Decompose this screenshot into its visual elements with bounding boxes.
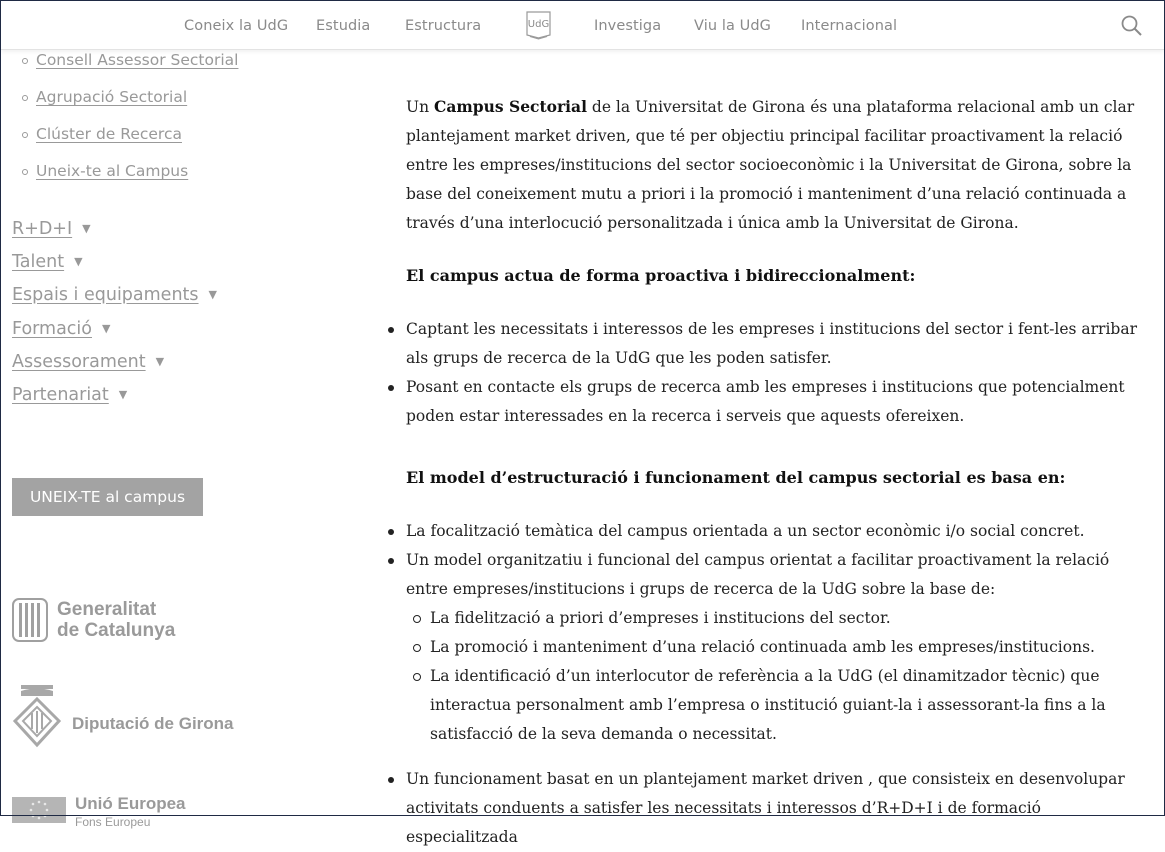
- caret-down-icon: ▼: [74, 255, 83, 268]
- sidebar-subitem-label[interactable]: Consell Assessor Sectorial: [36, 51, 239, 69]
- top-navigation: [1, 1, 1164, 50]
- sidebar-item-assessorament[interactable]: [12, 352, 164, 372]
- intro-post: de la Universitat de Girona és una plataforma relacional amb un clar plantejament market driven, que té per objectiu principal facilitar proactivament la relació entre les empreses/institucions del sector socioeconòmic i la Universitat de Girona, sobre la base del coneixement mutu a priori i la promoció i manteniment d’una relació continuada a través d’una interlocució personalitzada i única amb la Universitat de Girona.: [406, 98, 1135, 232]
- caret-down-icon: ▼: [102, 322, 111, 335]
- sidebar-subitem-label[interactable]: Agrupació Sectorial: [36, 88, 188, 106]
- heading-campus-actua: El campus actua de forma proactiva i bidireccionalment:: [406, 266, 916, 285]
- list-proactive: [406, 315, 1146, 431]
- intro-paragraph: [406, 92, 1146, 238]
- ue-line1: Unió Europea: [75, 794, 186, 813]
- sidebar-item-talent[interactable]: [12, 252, 83, 272]
- diputacio-text: Diputació de Girona: [72, 714, 234, 733]
- list-item: La focalització temàtica del campus orientada a un sector econòmic i/o social concret.: [406, 517, 1146, 546]
- sidebar-item-label: Partenariat: [12, 385, 109, 405]
- sidebar-item-espais[interactable]: [12, 285, 217, 305]
- sidebar-subitem-label[interactable]: Uneix-te al Campus: [36, 162, 189, 180]
- heading-model: El model d’estructuració i funcionament del campus sectorial es basa en:: [406, 468, 1066, 487]
- sub-list-item: La promoció i manteniment d’una relació continuada amb les empreses/institucions.: [430, 633, 1146, 662]
- sidebar-item-label: Formació: [12, 319, 92, 339]
- list-model: [406, 517, 1146, 852]
- sidebar-item-label: Assessorament: [12, 352, 146, 372]
- list-item-text: Un model organitzatiu i funcional del campus orientat a facilitar proactivament la relació entre empreses/institucions i grups de recerca de la UdG sobre la base de:: [406, 551, 1110, 598]
- intro-bold: Campus Sectorial: [433, 97, 587, 116]
- nav-investiga[interactable]: Investiga: [594, 18, 662, 34]
- bullet-icon: [22, 169, 28, 175]
- nav-estructura[interactable]: Estructura: [405, 18, 482, 34]
- list-item: Un funcionament basat en un plantejament market driven , que consisteix en desenvolupar activitats conduents a satisfer les necessitats i interessos d’R+D+I i de formació especialitzada: [406, 765, 1146, 852]
- sub-list-item: La identificació d’un interlocutor de referència a la UdG (el dinamitzador tècnic) que interactua personalment amb l’empresa o institució guiant-la i assessorant-la fins a la satisfacció de la seva demanda o necessitat.: [430, 662, 1146, 749]
- eu-stars-icon: [12, 797, 66, 823]
- generalitat-line1: Generalitat: [57, 599, 157, 620]
- bullet-icon: [22, 95, 28, 101]
- generalitat-text: [57, 599, 175, 641]
- sub-list: [430, 604, 1146, 749]
- eu-flag-icon: [12, 797, 66, 823]
- intro-pre: Un: [406, 98, 434, 116]
- caret-down-icon: ▼: [208, 288, 217, 301]
- ue-line2: Fons Europeu: [75, 815, 151, 829]
- list-item: Posant en contacte els grups de recerca amb les empreses i institucions que potencialment poden estar interessades en la recerca i serveis que aquests ofereixen.: [406, 373, 1146, 431]
- bullet-icon: [22, 58, 28, 64]
- main-content: [406, 92, 1146, 852]
- caret-down-icon: ▼: [82, 222, 91, 235]
- nav-viu-la-udg[interactable]: Viu la UdG: [694, 18, 772, 34]
- sidebar-item-formacio[interactable]: [12, 319, 110, 339]
- sidebar-item-label: R+D+I: [12, 219, 73, 239]
- udg-logo-text: UdG: [527, 19, 550, 30]
- sidebar-item-label: Talent: [12, 252, 65, 272]
- sidebar-subitem-label[interactable]: Clúster de Recerca: [36, 125, 182, 143]
- caret-down-icon: ▼: [118, 388, 128, 401]
- sidebar-item-rdi[interactable]: [12, 219, 91, 239]
- generalitat-line2: de Catalunya: [57, 620, 176, 641]
- sidebar-item-partenariat[interactable]: [12, 385, 127, 405]
- nav-estudia[interactable]: Estudia: [316, 18, 371, 34]
- caret-down-icon: ▼: [155, 355, 165, 368]
- ue-text: [75, 794, 186, 832]
- search-icon: [1120, 14, 1144, 38]
- generalitat-shield-icon: [12, 598, 48, 642]
- udg-logo[interactable]: [525, 10, 552, 40]
- sub-list-item: La fidelització a priori d’empreses i institucions del sector.: [430, 604, 1146, 633]
- uneix-te-button[interactable]: UNEIX-TE al campus: [12, 478, 203, 516]
- nav-coneix-la-udg[interactable]: Coneix la UdG: [184, 18, 289, 34]
- diputacio-crest-icon: [12, 683, 62, 753]
- sidebar: [0, 50, 370, 829]
- bullet-icon: [22, 132, 28, 138]
- search-button[interactable]: [1120, 14, 1144, 38]
- list-item: Captant les necessitats i interessos de les empreses i institucions del sector i fent-les arribar als grups de recerca de la UdG que les poden satisfer.: [406, 315, 1146, 373]
- list-item: [406, 546, 1146, 749]
- udg-logo-icon: [525, 10, 552, 40]
- sidebar-item-label: Espais i equipaments: [12, 285, 199, 305]
- nav-internacional[interactable]: Internacional: [801, 18, 898, 34]
